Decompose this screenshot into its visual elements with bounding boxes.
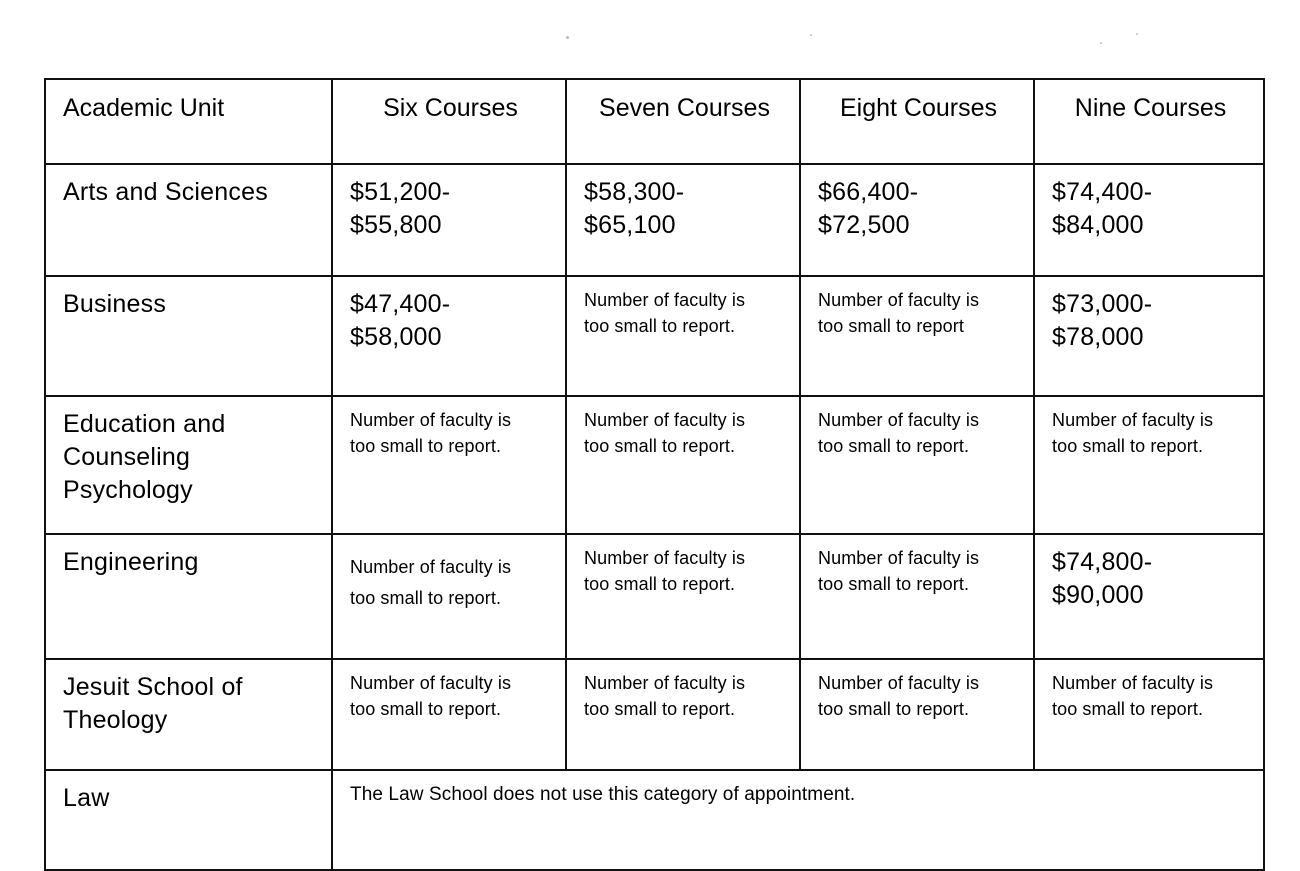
range-line-1: $74,400- <box>1052 178 1153 206</box>
range-line-1: $74,800- <box>1052 548 1153 576</box>
cell-theology-nine-courses <box>1034 659 1264 770</box>
range-line-1: $58,300- <box>584 178 685 206</box>
note-line-2: too small to report. <box>818 435 970 456</box>
cell-arts-seven-courses <box>566 164 800 276</box>
column-header-six-courses: Six Courses <box>332 79 566 164</box>
unit-line-1: Jesuit School of <box>63 673 243 701</box>
range-line-2: $84,000 <box>1052 210 1144 239</box>
table-row <box>45 396 1264 534</box>
unit-line-1: Education and <box>63 410 226 438</box>
cell-engineering-seven-courses <box>566 534 800 659</box>
table-row <box>45 770 1264 870</box>
faculty-salary-table <box>44 78 1265 871</box>
cell-education-eight-courses <box>800 396 1034 534</box>
note-line-2: too small to report. <box>584 573 736 594</box>
column-header-nine-courses: Nine Courses <box>1034 79 1264 164</box>
note-line-1: Number of faculty is <box>584 548 746 568</box>
table-row <box>45 164 1264 276</box>
range-line-2: $58,000 <box>350 322 442 351</box>
column-header-academic-unit: Academic Unit <box>45 79 332 164</box>
note-line-1: Number of faculty is <box>350 557 512 577</box>
note-line-2: too small to report. <box>818 573 970 594</box>
note-line-1: Number of faculty is <box>584 673 746 693</box>
scan-speckle <box>810 34 812 36</box>
scan-speckle <box>566 36 569 39</box>
note-line-2: too small to report. <box>584 435 736 456</box>
note-line-2: too small to report. <box>350 587 502 608</box>
note-line-2: too small to report. <box>1052 698 1204 719</box>
cell-education-nine-courses <box>1034 396 1264 534</box>
cell-theology-eight-courses <box>800 659 1034 770</box>
scan-speckle <box>1136 33 1138 35</box>
note-line-1: Number of faculty is <box>584 410 746 430</box>
cell-business-six-courses <box>332 276 566 396</box>
note-line-1: Number of faculty is <box>818 290 980 310</box>
unit-name-engineering: Engineering <box>45 534 332 659</box>
unit-name-arts-and-sciences: Arts and Sciences <box>45 164 332 276</box>
cell-engineering-six-courses <box>332 534 566 659</box>
unit-line-3: Psychology <box>63 476 193 504</box>
range-line-1: $73,000- <box>1052 290 1153 318</box>
range-line-2: $65,100 <box>584 210 676 239</box>
cell-arts-eight-courses <box>800 164 1034 276</box>
unit-line-2: Theology <box>63 706 168 734</box>
unit-name-law: Law <box>45 770 332 870</box>
salary-table-container <box>44 78 1263 812</box>
note-line-2: too small to report. <box>350 435 502 456</box>
cell-education-six-courses <box>332 396 566 534</box>
note-line-1: Number of faculty is <box>818 548 980 568</box>
note-line-1: Number of faculty is <box>818 410 980 430</box>
unit-line-2: Counseling <box>63 443 191 471</box>
range-line-2: $55,800 <box>350 210 442 239</box>
unit-name-jesuit-school-of-theology <box>45 659 332 770</box>
note-line-2: too small to report <box>818 315 964 336</box>
note-line-2: too small to report. <box>818 698 970 719</box>
note-line-2: too small to report. <box>584 315 736 336</box>
cell-business-seven-courses <box>566 276 800 396</box>
table-row <box>45 276 1264 396</box>
range-line-2: $72,500 <box>818 210 910 239</box>
range-line-1: $51,200- <box>350 178 451 206</box>
note-line-2: too small to report. <box>350 698 502 719</box>
note-line-2: too small to report. <box>584 698 736 719</box>
column-header-seven-courses: Seven Courses <box>566 79 800 164</box>
range-line-2: $78,000 <box>1052 322 1144 351</box>
cell-business-eight-courses <box>800 276 1034 396</box>
table-row <box>45 534 1264 659</box>
table-header-row <box>45 79 1264 164</box>
column-header-eight-courses: Eight Courses <box>800 79 1034 164</box>
note-line-1: Number of faculty is <box>818 673 980 693</box>
range-line-1: $47,400- <box>350 290 451 318</box>
note-line-1: Number of faculty is <box>350 410 512 430</box>
note-line-1: Number of faculty is <box>1052 410 1214 430</box>
cell-engineering-eight-courses <box>800 534 1034 659</box>
cell-engineering-nine-courses <box>1034 534 1264 659</box>
note-line-1: Number of faculty is <box>584 290 746 310</box>
range-line-2: $90,000 <box>1052 580 1144 609</box>
unit-name-business: Business <box>45 276 332 396</box>
note-line-2: too small to report. <box>1052 435 1204 456</box>
unit-name-education-and-counseling-psychology <box>45 396 332 534</box>
cell-business-nine-courses <box>1034 276 1264 396</box>
table-row <box>45 659 1264 770</box>
range-line-1: $66,400- <box>818 178 919 206</box>
note-line-1: Number of faculty is <box>350 673 512 693</box>
note-line-1: Number of faculty is <box>1052 673 1214 693</box>
cell-arts-six-courses <box>332 164 566 276</box>
cell-law-statement: The Law School does not use this category of appointment. <box>332 770 1264 870</box>
scan-speckle <box>1100 42 1102 44</box>
cell-theology-six-courses <box>332 659 566 770</box>
cell-education-seven-courses <box>566 396 800 534</box>
cell-theology-seven-courses <box>566 659 800 770</box>
cell-arts-nine-courses <box>1034 164 1264 276</box>
